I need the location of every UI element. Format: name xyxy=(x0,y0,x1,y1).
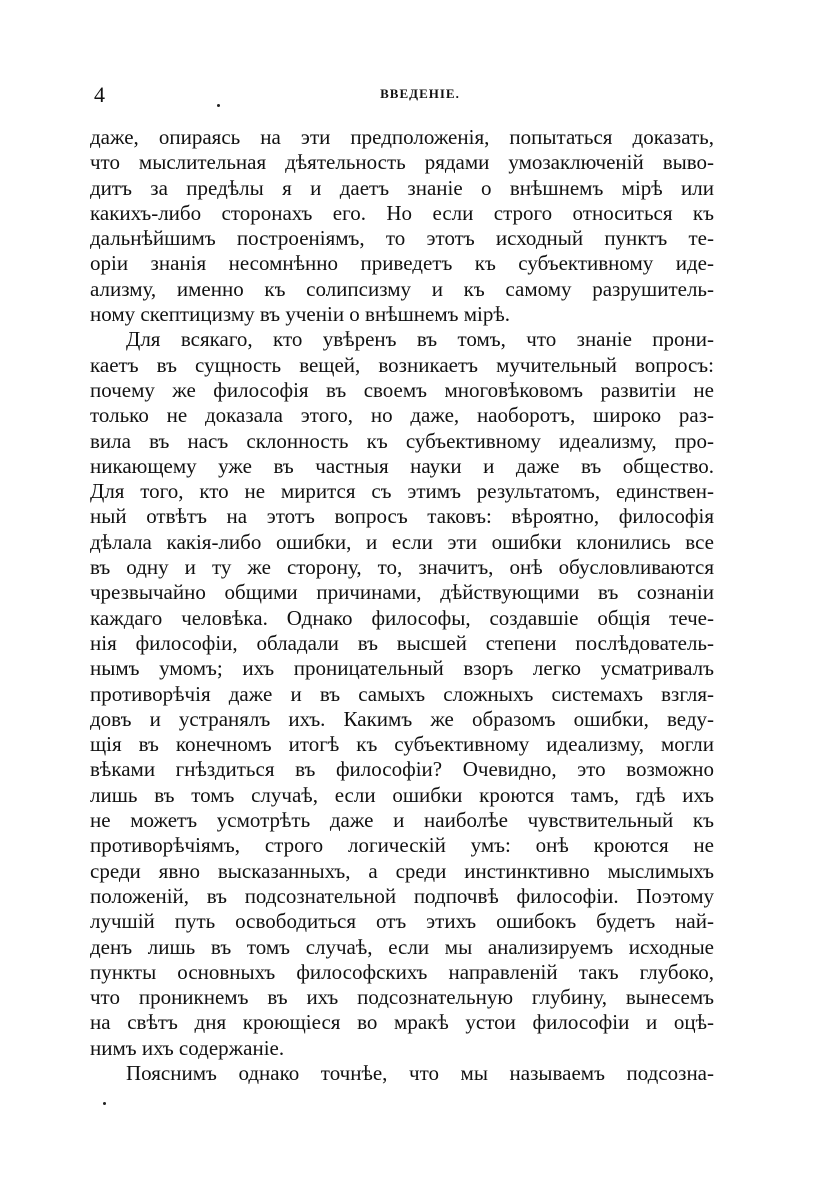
body-text xyxy=(90,125,714,1086)
text-line: никающему уже въ частныя науки и даже въ общество. xyxy=(90,453,714,478)
text-line: нымъ умомъ; ихъ проницательный взоръ легко усматривалъ xyxy=(90,656,714,681)
text-line: дальнѣйшимъ построеніямъ, то этотъ исходный пунктъ те- xyxy=(90,226,714,251)
text-line: въ одну и ту же сторону, то, значитъ, онѣ обусловливаются xyxy=(90,555,714,580)
text-line: щія въ конечномъ итогѣ къ субъективному идеализму, могли xyxy=(90,732,714,757)
text-line: противорѣчія даже и въ самыхъ сложныхъ системахъ взгля- xyxy=(90,681,714,706)
text-line: Для того, кто не мирится съ этимъ результатомъ, единствен- xyxy=(90,479,714,504)
text-line: чрезвычайно общими причинами, дѣйствующими въ сознаніи xyxy=(90,580,714,605)
text-line: лишь въ томъ случаѣ, если ошибки кроются тамъ, гдѣ ихъ xyxy=(90,782,714,807)
text-line: дитъ за предѣлы я и даетъ знаніе о внѣшнемъ мірѣ или xyxy=(90,175,714,200)
print-speck xyxy=(103,1102,106,1105)
text-line: дѣлала какія-либо ошибки, и если эти ошибки клонились все xyxy=(90,529,714,554)
page-number: 4 xyxy=(94,82,105,107)
text-line: среди явно высказанныхъ, а среди инстинктивно мыслимыхъ xyxy=(90,858,714,883)
print-speck xyxy=(217,104,220,107)
text-line: что проникнемъ въ ихъ подсознательную глубину, вынесемъ xyxy=(90,985,714,1010)
text-line: противорѣчіямъ, строго логическій умъ: онѣ кроются не xyxy=(90,833,714,858)
text-line: даже, опираясь на эти предположенія, попытаться доказать, xyxy=(90,125,714,149)
text-line: почему же философія въ своемъ многовѣковомъ развитіи не xyxy=(90,377,714,402)
text-line: оріи знанія несомнѣнно приведетъ къ субъективному иде- xyxy=(90,251,714,276)
text-line: нимъ ихъ содержаніе. xyxy=(90,1035,285,1060)
text-line: на свѣтъ дня кроющіеся во мракѣ устои философіи и оцѣ- xyxy=(90,1010,714,1035)
text-line: только не доказала этого, но даже, наоборотъ, широко раз- xyxy=(90,403,714,428)
text-line: вила въ насъ склонность къ субъективному идеализму, про- xyxy=(90,428,714,453)
text-line: ализму, именно къ солипсизму и къ самому разрушитель- xyxy=(90,276,714,301)
text-line: довъ и устранялъ ихъ. Какимъ же образомъ ошибки, веду- xyxy=(90,706,714,731)
text-line: положеній, въ подсознательной подпочвѣ философіи. Поэтому xyxy=(90,883,714,908)
text-line: что мыслительная дѣятельность рядами умозаключеній выво- xyxy=(90,150,714,175)
text-line: ному скептицизму въ ученіи о внѣшнемъ мірѣ. xyxy=(90,302,511,327)
text-line: ный отвѣтъ на этотъ вопросъ таковъ: вѣроятно, философія xyxy=(90,504,714,529)
running-title: ВВЕДЕНІЕ. xyxy=(380,86,460,101)
text-line: денъ лишь въ томъ случаѣ, если мы анализируемъ исходные xyxy=(90,934,714,959)
text-line: какихъ-либо сторонахъ его. Но если строго относиться къ xyxy=(90,200,714,225)
text-line: каетъ въ сущность вещей, возникаетъ мучительный вопросъ: xyxy=(90,352,714,377)
text-line: Для всякаго, кто увѣренъ въ томъ, что знаніе прони- xyxy=(126,327,714,352)
text-line: каждаго человѣка. Однако философы, создавшіе общія тече- xyxy=(90,605,714,630)
text-line: вѣками гнѣздиться въ философіи? Очевидно, это возможно xyxy=(90,757,714,782)
text-line: не можетъ усмотрѣть даже и наиболѣе чувствительный къ xyxy=(90,808,714,833)
text-line: пункты основныхъ философскихъ направленій такъ глубоко, xyxy=(90,959,714,984)
text-line: Пояснимъ однако точнѣе, что мы называемъ подсозна- xyxy=(126,1060,714,1085)
text-line: лучшій путь освободиться отъ этихъ ошибокъ будетъ най- xyxy=(90,909,714,934)
text-line: нія философіи, обладали въ высшей степени послѣдователь- xyxy=(90,630,714,655)
